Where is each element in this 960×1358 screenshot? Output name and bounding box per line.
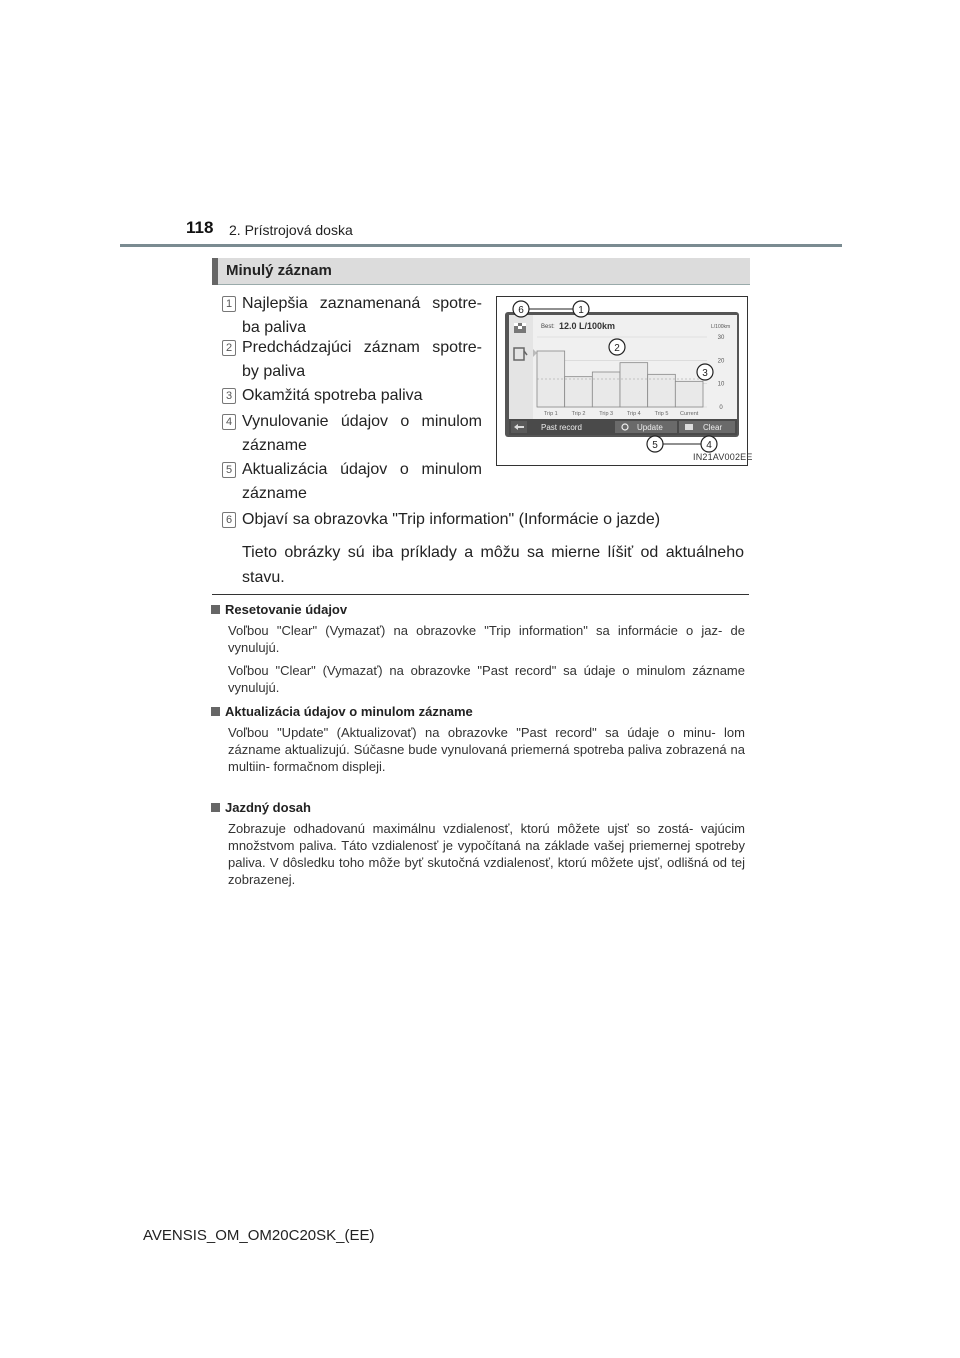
box-title: Minulý záznam bbox=[226, 262, 332, 279]
callout-3 bbox=[697, 364, 713, 380]
callout-2 bbox=[609, 339, 625, 355]
svg-text:4: 4 bbox=[706, 440, 712, 451]
bullet-square-icon bbox=[211, 605, 220, 614]
legend-item-5 bbox=[222, 458, 482, 508]
bar-current bbox=[675, 381, 703, 407]
svg-text:2: 2 bbox=[614, 343, 620, 354]
legend-item-2 bbox=[222, 336, 482, 386]
figure-code: IN21AV002EE bbox=[693, 452, 753, 462]
svg-text:6: 6 bbox=[518, 305, 524, 316]
back-button[interactable] bbox=[511, 421, 527, 433]
trip-flag-icon[interactable] bbox=[514, 323, 526, 333]
legend-number: 5 bbox=[222, 462, 236, 478]
bar-trip-4 bbox=[620, 363, 648, 407]
legend-text: Objaví sa obrazovka "Trip information" (Informácie o jazde) bbox=[242, 511, 661, 528]
update-label: Update bbox=[637, 423, 663, 432]
legend-item-4 bbox=[222, 410, 482, 460]
bar-trip-3 bbox=[592, 372, 620, 407]
legend-number: 4 bbox=[222, 414, 236, 430]
y-tick-label: 30 bbox=[717, 335, 725, 341]
legend-number: 3 bbox=[222, 388, 236, 404]
past-record-screen-figure bbox=[496, 296, 748, 466]
legend-number: 6 bbox=[222, 512, 236, 528]
legend-text: Aktualizácia údajov o minulom zázname bbox=[242, 461, 482, 502]
update-button[interactable] bbox=[615, 421, 677, 433]
svg-text:5: 5 bbox=[652, 440, 658, 451]
clear-label: Clear bbox=[703, 423, 723, 432]
legend-item-3 bbox=[222, 384, 482, 410]
legend-text: Najlepšia zaznamenaná spotre- ba paliva bbox=[242, 295, 482, 336]
legend-number: 2 bbox=[222, 340, 236, 356]
reset-paragraph-1: Voľbou "Clear" (Vymazať) na obrazovke "Trip information" sa informácie o jaz- de vynulujú. bbox=[228, 623, 745, 655]
eraser-icon bbox=[685, 424, 693, 430]
heading-reset-data: Resetovanie údajov bbox=[211, 602, 347, 617]
legend-text: Vynulovanie údajov o minulom zázname bbox=[242, 413, 482, 454]
disclaimer-note: Tieto obrázky sú iba príklady a môžu sa mierne líšiť od aktuálneho stavu. bbox=[242, 544, 744, 586]
update-paragraph: Voľbou "Update" (Aktualizovať) na obrazovke "Past record" sa údaje o minu- lom zázname aktualizujú. Súčasne bude vynulovaná priemerná spotreba paliva zobrazená na multiin- formačnom displeji. bbox=[228, 725, 745, 774]
clear-button[interactable] bbox=[679, 421, 735, 433]
y-tick-label: 10 bbox=[717, 381, 725, 388]
callout-6 bbox=[513, 301, 529, 317]
legend-text: Predchádzajúci záznam spotre- by paliva bbox=[242, 339, 482, 380]
svg-text:1: 1 bbox=[578, 305, 584, 316]
screen-title: Past record bbox=[541, 423, 582, 432]
box-header-bar bbox=[212, 258, 218, 285]
legend-text: Okamžitá spotreba paliva bbox=[242, 387, 423, 404]
best-value: 12.0 L/100km bbox=[559, 321, 616, 331]
x-tick-label: Trip 4 bbox=[626, 411, 641, 417]
x-tick-label: Trip 3 bbox=[599, 411, 614, 417]
heading-driving-range: Jazdný dosah bbox=[211, 800, 311, 815]
x-tick-label: Current bbox=[679, 411, 699, 417]
header-rule bbox=[120, 244, 842, 247]
callout-5 bbox=[647, 436, 663, 452]
x-tick-label: Trip 1 bbox=[543, 411, 558, 417]
bar-trip-2 bbox=[565, 377, 593, 407]
bullet-square-icon bbox=[211, 707, 220, 716]
section-divider bbox=[212, 594, 749, 595]
heading-update-record: Aktualizácia údajov o minulom zázname bbox=[211, 704, 473, 719]
past-record-screen bbox=[497, 297, 747, 465]
x-tick-label: Trip 5 bbox=[654, 411, 669, 417]
range-paragraph: Zobrazuje odhadovanú maximálnu vzdialenosť, ktorú môžete ujsť so zostá- vajúcim množstvom paliva. Táto vzdialenosť je vypočítaná na základe vašej priemernej spotreby paliva. V dôsledku toho môže byť skutočná vzdialenosť, ktorú môžete ujsť, odlišná od tej zobrazenej. bbox=[228, 821, 745, 887]
y-tick-label: 0 bbox=[719, 405, 723, 411]
footer-code: AVENSIS_OM_OM20C20SK_(EE) bbox=[143, 1227, 375, 1244]
page-number: 118 bbox=[186, 218, 214, 237]
best-label: Best: bbox=[541, 324, 555, 330]
legend-item-1 bbox=[222, 292, 482, 342]
legend-number: 1 bbox=[222, 296, 236, 312]
reset-paragraph-2: Voľbou "Clear" (Vymazať) na obrazovke "Past record" sa údaje o minulom zázname vynulujú. bbox=[228, 663, 745, 695]
callout-4 bbox=[701, 436, 717, 452]
section-title: 2. Prístrojová doska bbox=[229, 222, 353, 238]
box-header bbox=[212, 258, 750, 285]
bullet-square-icon bbox=[211, 803, 220, 812]
unit-label: L/100km bbox=[711, 324, 731, 330]
callout-1 bbox=[573, 301, 589, 317]
svg-text:3: 3 bbox=[702, 368, 708, 379]
y-tick-label: 20 bbox=[717, 358, 725, 365]
x-tick-label: Trip 2 bbox=[571, 411, 586, 417]
